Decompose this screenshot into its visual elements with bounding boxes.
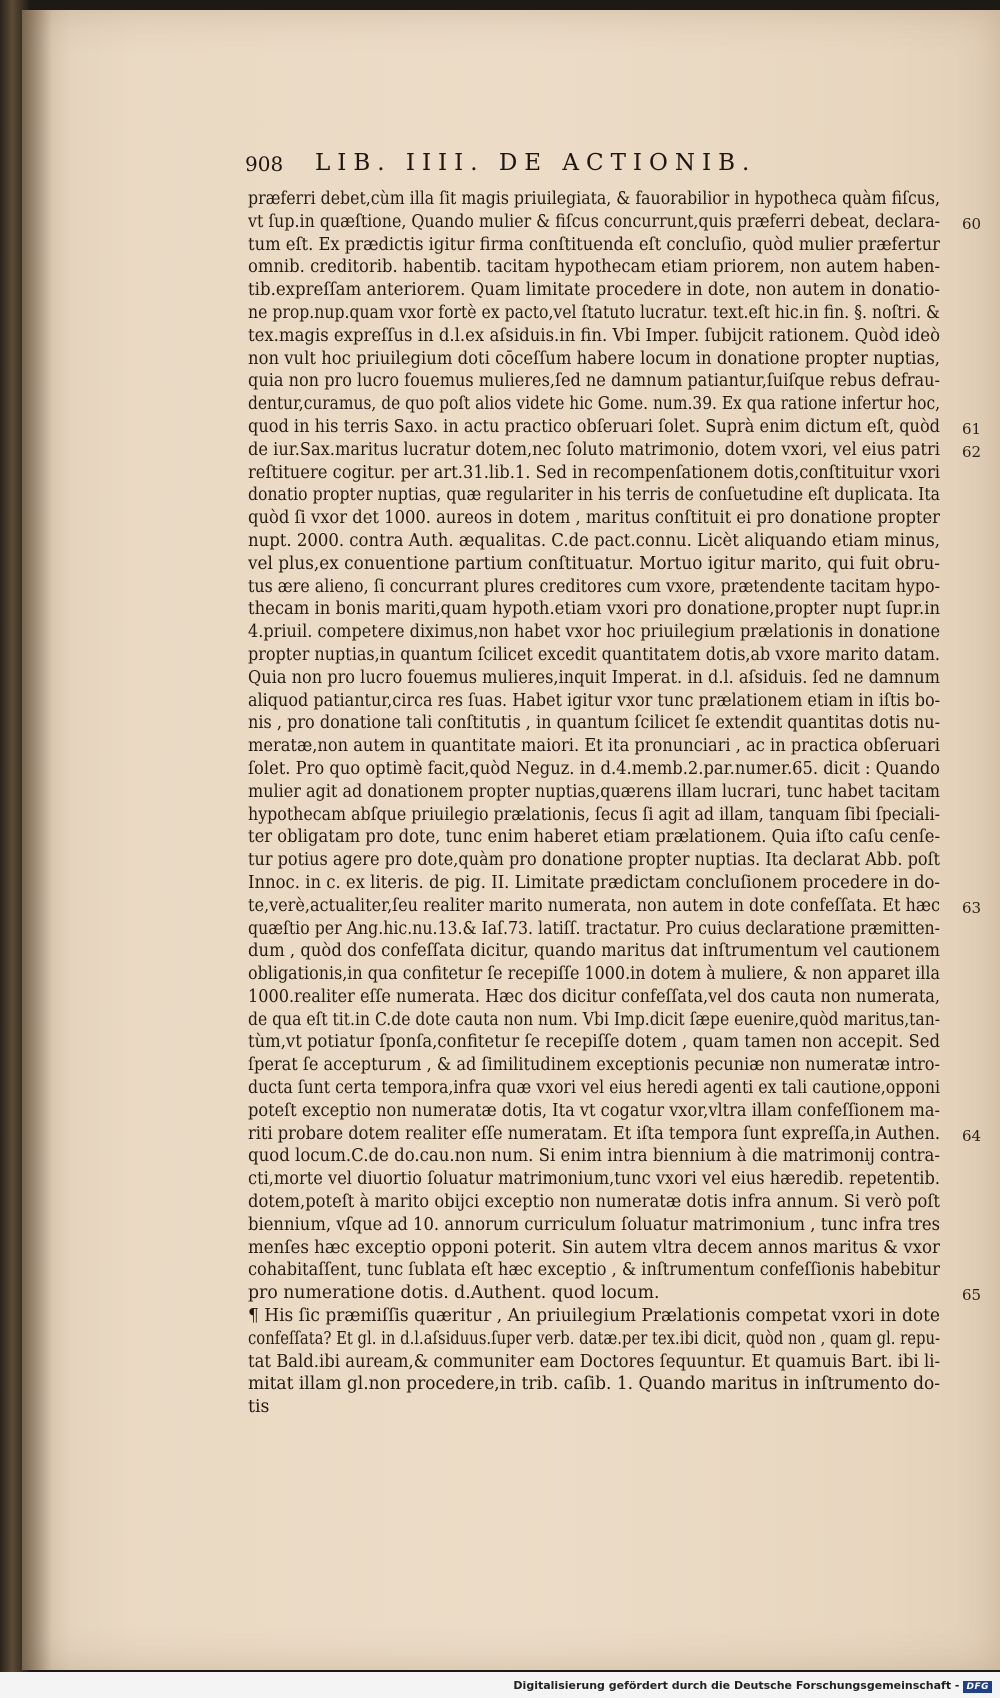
text-line (248, 1282, 940, 1305)
text-line-content: tur potius agere pro dote,quàm pro donatione propter nuptias. Ita declarat Abb. poſt (248, 850, 940, 871)
text-line-content: riti probare dotem realiter eſſe numeratam. Et iſta tempora ſunt expreſſa,in Authen. (248, 1123, 940, 1144)
text-line (248, 872, 940, 895)
text-line-content: ſolet. Pro quo optimè facit,quòd Neguz. in d.4.memb.2.par.numer.65. dicit : Quando (248, 758, 940, 779)
text-line (248, 826, 940, 849)
text-line-content: biennium, vſque ad 10. annorum curriculum ſoluatur matrimonium , tunc infra tres (248, 1214, 940, 1235)
text-line (248, 1100, 940, 1123)
text-line (248, 1305, 940, 1328)
text-line-content: tat Bald.ibi auream,& communiter eam Doctores ſequuntur. Et quamuis Bart. ibi li- (248, 1351, 940, 1372)
text-line-content: reſtituere cogitur. per art.31.lib.1. Sed in recompenſationem dotis,conſtituitur vxori (248, 462, 940, 483)
text-line-content: 4.priuil. competere diximus,non habet vxor hoc priuilegium prælationis in donatione (248, 622, 940, 643)
margin-number: 61 (962, 420, 982, 438)
text-line-content: vel plus,ex conuentione partium conſtituatur. Mortuo igitur marito, qui fuit obru- (248, 553, 940, 574)
text-line-content: vt ſup.in quæſtione, Quando mulier & fiſcus concurrunt,quis præferri debeat, declara- (248, 211, 940, 232)
text-line-content: obligationis,in qua confitetur ſe recepiſſe 1000.in dotem à muliere, & non apparet illa (248, 964, 940, 985)
text-line-content: pro numeratione dotis. d.Authent. quod locum. (248, 1283, 660, 1304)
text-line-content: meratæ,non autem in quantitate maiori. Et ita pronunciari , ac in practica obſeruari (248, 736, 940, 757)
text-line-content: ducta ſunt certa tempora,infra quæ vxori vel eius heredi agenti ex tali cautione,opponi (248, 1078, 940, 1099)
text-line (248, 963, 940, 986)
text-line (248, 211, 940, 234)
text-line-content: quod locum.C.de do.cau.non num. Si enim intra biennium à die matrimonij contra- (248, 1146, 940, 1167)
text-line-content: tex.magis expreſſus in d.l.ex aſsiduis.in fin. Vbi Imper. ſubijcit rationem. Quòd ideò (248, 325, 940, 346)
body-text (248, 188, 940, 1419)
text-line-content: quòd ſi vxor det 1000. aureos in dotem , maritus conſtituit ei pro donatione propter (248, 508, 940, 529)
text-line (248, 690, 940, 713)
text-line (248, 256, 940, 279)
text-line (248, 598, 940, 621)
text-line (248, 1168, 940, 1191)
text-line-content: dotem,poteſt à marito obijci exceptio non numeratæ dotis infra annum. Si verò poſt (248, 1192, 940, 1213)
text-line (248, 735, 940, 758)
text-line (248, 1351, 940, 1374)
text-line-content: cohabitaſſent, tunc ſublata eſt hæc exceptio , & inſtrumentum confeſſionis habebitur (248, 1260, 940, 1281)
text-line (248, 986, 940, 1009)
text-line-content: propter nuptias,in quantum ſcilicet excedit quantitatem dotis,ab vxore marito datam. (248, 644, 940, 665)
text-line-content: Quia non pro lucro fouemus mulieres,inquit Imperat. in d.l. aſsiduis. ſed ne damnum (248, 667, 940, 688)
text-line (248, 1054, 940, 1077)
text-line-content: confeſſata? Et gl. in d.l.aſsiduus.ſuper verb. datæ.per tex.ibi dicit, quòd non , quam gl. repu- (248, 1328, 940, 1349)
page-header (245, 152, 865, 178)
text-line (248, 644, 940, 667)
text-line (248, 462, 940, 485)
text-line (248, 1328, 940, 1351)
text-line-content: tùm,vt potiatur ſponſa,confitetur ſe recepiſſe dotem , quam tamen non accepit. Sed (248, 1032, 940, 1053)
text-line-content: ter obligatam pro dote, tunc enim haberet etiam prælationem. Quia iſto caſu cenſe- (248, 827, 940, 848)
text-line (248, 188, 940, 211)
text-line-content: de qua eſt tit.in C.de dote cauta non num. Vbi Imp.dicit ſæpe euenire,quòd maritus,tan- (248, 1009, 940, 1030)
text-line-content: de iur.Sax.maritus lucratur dotem,nec ſoluto matrimonio, dotem vxori, vel eius patri (248, 439, 940, 460)
text-line-content: cti,morte vel diuortio ſoluatur matrimonium,tunc vxori vel eius hæredib. repetentib. (248, 1169, 940, 1190)
text-line-content: ¶ His ſic præmiſſis quæritur , An priuilegium Prælationis competat vxori in dote (248, 1306, 940, 1327)
text-line-content: 1000.realiter eſſe numerata. Hæc dos dicitur confeſſata,vel dos cauta non numerata, (248, 986, 940, 1007)
text-line-content: tus ære alieno, ſi concurrant plures creditores cum vxore, prætendente tacitam hypo- (248, 576, 940, 597)
margin-number: 64 (962, 1126, 982, 1145)
text-line-content: nis , pro donatione tali conſtitutis , in quantum ſcilicet ſe extendit quantitas dotis nu- (248, 713, 940, 734)
text-line (248, 302, 940, 325)
text-line (248, 621, 940, 644)
text-line (248, 1123, 940, 1146)
text-line-content: hypothecam abſque priuilegio prælationis, ſecus ſi agit ad illam, tanquam ſibi ſpeciali- (248, 804, 940, 825)
text-line-content: præferri debet,cùm illa ſit magis priuilegiata, & fauorabilior in hypotheca quàm fiſcus, (248, 189, 940, 209)
spine-shadow (22, 10, 52, 1670)
text-line-content: aliquod patiantur,circa res ſuas. Habet igitur vxor tunc prælationem etiam in iſtis bo- (248, 690, 940, 711)
text-line (248, 758, 940, 781)
text-line (248, 234, 940, 257)
text-line (248, 1191, 940, 1214)
text-line-content: dentur,curamus, de quo poſt alios videte hic Gome. num.39. Ex qua ratione infertur hoc, (248, 394, 940, 415)
text-line-content: nupt. 2000. contra Auth. æqualitas. C.de pact.connu. Licèt aliquando etiam minus, (248, 530, 940, 551)
text-line-content: menſes hæc exceptio opponi poterit. Sin autem vltra decem annos maritus & vxor (248, 1237, 940, 1258)
text-line (248, 279, 940, 302)
text-line (248, 1259, 940, 1282)
text-line-content: ſperat ſe accepturum , & ad ſimilitudinem exceptionis pecuniæ non numeratæ intro- (248, 1055, 940, 1076)
margin-number: 65 (962, 1286, 982, 1305)
text-line (248, 393, 940, 416)
text-line (248, 918, 940, 941)
text-line-content: quod in his terris Saxo. in actu practico obſeruari ſolet. Suprà enim dictum eſt, quòd (248, 416, 940, 437)
text-line (248, 1031, 940, 1054)
text-line-content: mitat illam gl.non procedere,in trib. caſib. 1. Quando maritus in inſtrumento do- (248, 1374, 940, 1395)
text-line (248, 712, 940, 735)
text-line (248, 530, 940, 553)
text-line-content: ne prop.nup.quam vxor fortè ex pacto,vel ſtatuto lucratur. text.eſt hic.in fin. §. noſtri. & (248, 302, 940, 323)
text-line-content: tum eſt. Ex prædictis igitur firma conſtituenda eſt concluſio, quòd mulier præfertur (248, 234, 940, 255)
text-line (248, 439, 940, 462)
credit-text: Digitalisierung gefördert durch die Deutsche Forschungsgemeinschaft - (513, 1679, 960, 1692)
text-line-content: Innoc. in c. ex literis. de pig. II. Limitate prædictam concluſionem procedere in do- (248, 872, 940, 893)
text-line (248, 1009, 940, 1032)
digitization-credit (513, 1679, 992, 1693)
text-line (248, 895, 940, 918)
dfg-logo: DFG (963, 1681, 992, 1693)
text-line-content: donatio propter nuptias, quæ regulariter in his terris de conſuetudine eſt duplicata. Ita (248, 485, 940, 506)
text-line (248, 1145, 940, 1168)
text-line (248, 370, 940, 393)
text-line-content: dum , quòd dos confeſſata dicitur, quando maritus dat inſtrumentum vel cautionem (248, 941, 940, 962)
text-line (248, 1237, 940, 1260)
text-line (248, 804, 940, 827)
text-line (248, 1373, 940, 1396)
text-line-content: tib.expreſſam anteriorem. Quam limitate procedere in dote, non autem in donatio- (248, 280, 940, 301)
text-line-content: thecam in bonis mariti,quam hypoth.etiam vxori pro donatione,propter nupt ſupr.in (248, 599, 940, 620)
text-line-content: tis (248, 1397, 270, 1418)
text-line (248, 416, 940, 439)
text-line (248, 781, 940, 804)
text-line-content: te,verè,actualiter,ſeu realiter marito numerata, non autem in dote confeſſata. Et hæc (248, 895, 940, 916)
margin-number: 60 (962, 214, 982, 233)
text-line-content: poteſt exceptio non numeratæ dotis, Ita vt cogatur vxor,vltra illam confeſſionem ma- (248, 1100, 940, 1121)
text-line (248, 325, 940, 348)
page-number: 908 (245, 152, 284, 176)
text-line-content: omnib. creditorib. habentib. tacitam hypothecam etiam priorem, non autem haben- (248, 257, 940, 278)
margin-number: 63 (962, 898, 982, 917)
text-line-content: mulier agit ad donationem propter nuptias,quærens illam lucrari, tunc habet tacitam (248, 781, 940, 802)
text-line (248, 576, 940, 599)
text-line (248, 507, 940, 530)
text-line (248, 1214, 940, 1237)
running-title: LIB. IIII. DE ACTIONIB. (315, 150, 757, 176)
text-line (248, 1077, 940, 1100)
text-line (248, 940, 940, 963)
footer-band (0, 1672, 1000, 1698)
text-line (248, 667, 940, 690)
text-line-content: non vult hoc priuilegium doti cōceſſum habere locum in donatione propter nuptias, (248, 348, 940, 369)
margin-number: 62 (962, 442, 982, 461)
text-line (248, 1396, 940, 1419)
text-line (248, 484, 940, 507)
text-line-content: quæſtio per Ang.hic.nu.13.& Iaſ.73. latiſſ. tractatur. Pro cuius declaratione præmitten- (248, 918, 940, 939)
text-line (248, 553, 940, 576)
text-line-content: quia non pro lucro fouemus mulieres,ſed ne damnum patiantur,ſuiſque rebus defrau- (248, 371, 940, 392)
text-line (248, 849, 940, 872)
text-line (248, 348, 940, 371)
